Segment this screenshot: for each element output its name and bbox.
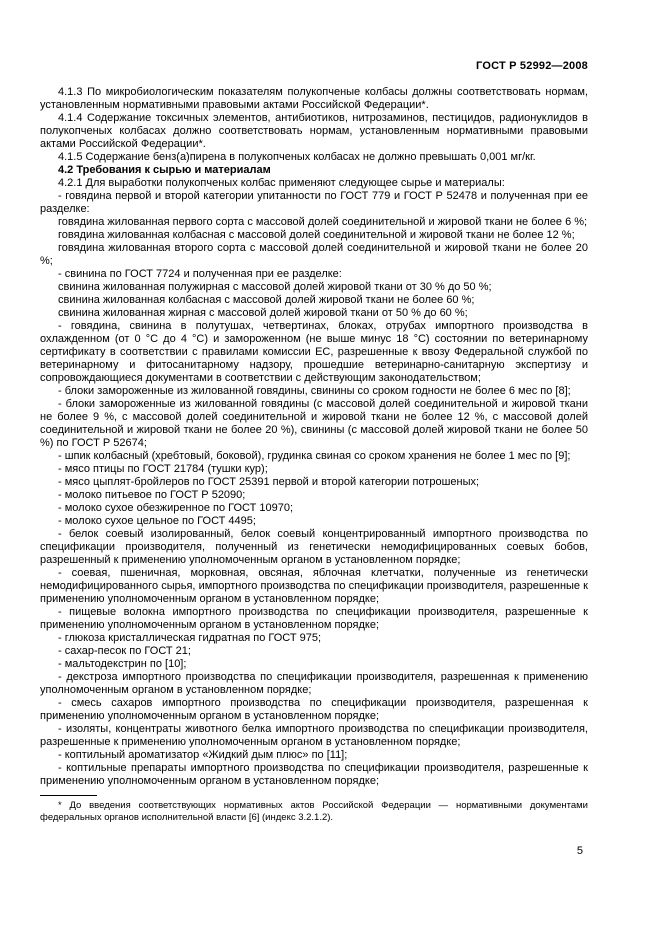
page-number: 5 [576, 845, 583, 857]
paragraph: свинина жилованная полужирная с массовой долей жировой ткани от 30 % до 50 %; [58, 281, 492, 293]
paragraph: - коптильный ароматизатор «Жидкий дым плюс» по [11]; [58, 749, 348, 761]
paragraph: 4.1.5 Содержание бенз(а)пирена в полукопченых колбасах не должно превышать 0,001 мг/кг. [58, 151, 536, 163]
paragraph: - коптильные препараты импортного производства по спецификации производителя, разрешенные к применению уполномоченным органом в установленном порядке; [40, 762, 588, 787]
paragraph: - смесь сахаров импортного производства по спецификации производителя, разрешенная к применению уполномоченным органом в установленном порядке; [40, 697, 588, 722]
paragraph: - декстроза импортного производства по спецификации производителя, разрешенная к применению уполномоченным органом в установленном порядке; [40, 671, 588, 696]
paragraph: говядина жилованная первого сорта с массовой долей соединительной и жировой ткани не более 6 %; [58, 216, 588, 228]
paragraph: свинина жилованная жирная с массовой долей жировой ткани от 50 % до 60 %; [58, 307, 468, 319]
paragraph: говядина жилованная второго сорта с массовой долей соединительной и жировой ткани не более 20 %; [40, 242, 588, 267]
paragraph: - мясо птицы по ГОСТ 21784 (тушки кур); [58, 463, 268, 475]
paragraph: - молоко питьевое по ГОСТ Р 52090; [58, 489, 246, 501]
paragraph: 4.2.1 Для выработки полукопченых колбас применяют следующее сырье и материалы: [58, 177, 505, 189]
standard-code: ГОСТ Р 52992—2008 [476, 60, 588, 72]
paragraph: - молоко сухое обезжиренное по ГОСТ 10970; [58, 502, 294, 514]
paragraph: - говядина, свинина в полутушах, четвертинах, блоках, отрубах импортного производства в охлажденном (от 0 °С до 4 °С) и замороженном (не выше минус 18 °С) состоянии по ветеринарному сертификату в соответствии с правилами комиссии ЕС, разрешенные к ввозу Федеральной службой по ветеринарному и фитосанитарному надзору, прошедшие ветеринарно-санитарную экспертизу и сопровождающиеся документами в соответствии с действующим законодательством; [40, 320, 588, 384]
paragraph: - говядина первой и второй категории упитанности по ГОСТ 779 и ГОСТ Р 52478 и полученная при ее разделке: [40, 190, 588, 215]
doc-body [40, 86, 588, 788]
paragraph: - изоляты, концентраты животного белка импортного производства по спецификации производителя, разрешенные к применению уполномоченным органом в установленном порядке; [40, 723, 588, 748]
paragraph: 4.1.3 По микробиологическим показателям полукопченые колбасы должны соответствовать нормам, установленным нормативными правовыми актами Российской Федерации*. [40, 86, 588, 111]
paragraph: - блоки замороженные из жилованной говядины (с массовой долей соединительной и жировой ткани не более 9 %, с массовой долей соединительной и жировой ткани не более 12 %, с массовой долей соединительной и жировой ткани не более 20 %), свинины (с массовой долей жировой ткани не более 50 %) по ГОСТ Р 52674; [40, 398, 588, 449]
doc-header [40, 60, 588, 72]
footnote-text: * До введения соответствующих нормативных актов Российской Федерации — нормативными документами федеральных органов исполнительной власти [6] (индекс 3.2.1.2). [40, 800, 588, 823]
paragraph: - молоко сухое цельное по ГОСТ 4495; [58, 515, 256, 527]
paragraph: - шпик колбасный (хребтовый, боковой), грудинка свиная со сроком хранения не более 1 мес по [9]; [58, 450, 571, 462]
section-heading: 4.2 Требования к сырью и материалам [58, 164, 271, 176]
content-block [40, 86, 588, 823]
paragraph: - пищевые волокна импортного производства по спецификации производителя, разрешенные к применению уполномоченным органом в установленном порядке; [40, 606, 588, 631]
paragraph: - блоки замороженные из жилованной говядины, свинины со сроком годности не более 6 мес по [8]; [58, 385, 571, 397]
paragraph: - сахар-песок по ГОСТ 21; [58, 645, 191, 657]
paragraph: говядина жилованная колбасная с массовой долей соединительной и жировой ткани не более 12 %; [58, 229, 575, 241]
paragraph: свинина жилованная колбасная с массовой долей жировой ткани не более 60 %; [58, 294, 475, 306]
paragraph: - соевая, пшеничная, морковная, овсяная, яблочная клетчатки, полученные из генетически немодифицированного сырья, импортного производства по спецификации производителя, разрешенные к применению уполномоченным органом в установленном порядке; [40, 567, 588, 605]
paragraph: - мясо цыплят-бройлеров по ГОСТ 25391 первой и второй категории потрошеных; [58, 476, 480, 488]
paragraph: - глюкоза кристаллическая гидратная по ГОСТ 975; [58, 632, 322, 644]
paragraph: - мальтодекстрин по [10]; [58, 658, 187, 670]
paragraph: - свинина по ГОСТ 7724 и полученная при ее разделке: [58, 268, 342, 280]
paragraph: - белок соевый изолированный, белок соевый концентрированный импортного производства по спецификации производителя, полученный из генетически немодифицированных соевых бобов, разрешенный к применению уполномоченным органом в установленном порядке; [40, 528, 588, 566]
footnote-separator [40, 795, 97, 796]
paragraph: 4.1.4 Содержание токсичных элементов, антибиотиков, нитрозаминов, пестицидов, радионуклидов в полукопченых колбасах должно соответствовать нормам, установленным нормативными правовыми актами Российской Федерации*. [40, 112, 588, 150]
